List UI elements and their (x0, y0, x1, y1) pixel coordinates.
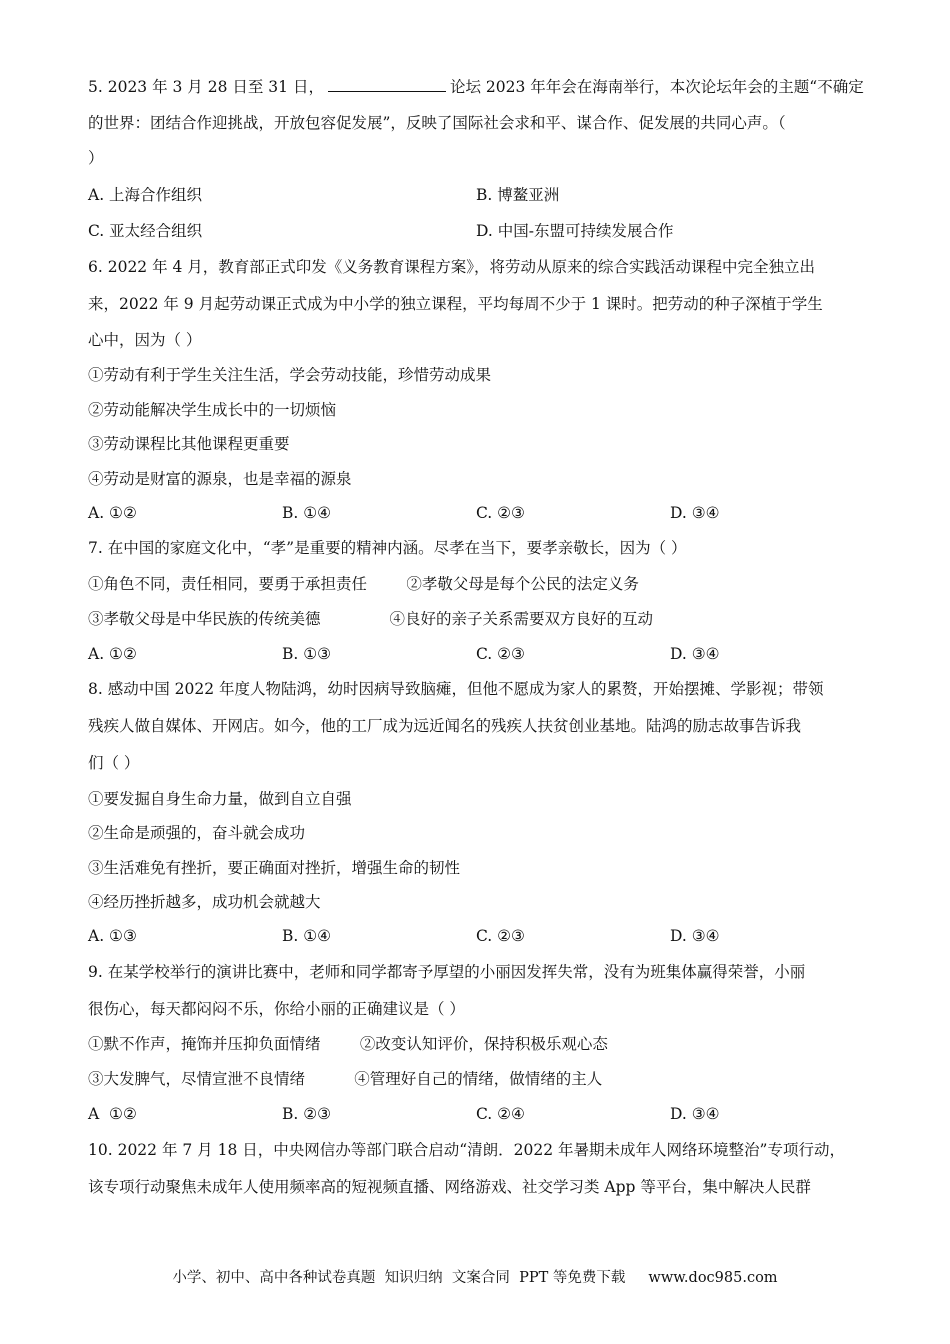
question-7-option-a: A. ①② (88, 645, 137, 663)
question-6-statement-4: ④劳动是财富的源泉，也是幸福的源泉 (88, 470, 352, 488)
question-8-line-1: 8. 感动中国 2022 年度人物陆鸿，幼时因病导致脑瘫，但他不愿成为家人的累赘，开始摆摊、学影视；带领 (88, 680, 824, 698)
question-7-statements-1-2: ①角色不同，责任相同，要勇于承担责任 ②孝敬父母是每个公民的法定义务 (88, 575, 639, 593)
question-6-statement-3: ③劳动课程比其他课程更重要 (88, 435, 290, 453)
question-8-statement-2: ②生命是顽强的，奋斗就会成功 (88, 824, 306, 842)
question-8-statement-4: ④经历挫折越多，成功机会就越大 (88, 893, 321, 911)
question-6-line-2: 来，2022 年 9 月起劳动课正式成为中小学的独立课程，平均每周不少于 1 课时。把劳动的种子深植于学生 (88, 295, 823, 313)
question-6-line-3: 心中，因为（ ） (88, 331, 202, 349)
question-7-option-d: D. ③④ (670, 645, 720, 663)
question-10-line-2: 该专项行动聚焦未成年人使用频率高的短视频直播、网络游戏、社交学习类 App 等平台，集中解决人民群 (88, 1178, 811, 1196)
question-5-option-c: C. 亚太经合组织 (88, 222, 203, 240)
question-6-option-b: B. ①④ (282, 504, 332, 522)
question-8-statement-1: ①要发掘自身生命力量，做到自立自强 (88, 790, 352, 808)
question-6-statement-1: ①劳动有利于学生关注生活，学会劳动技能，珍惜劳动成果 (88, 366, 492, 384)
question-5-text-pre: 5. 2023 年 3 月 28 日至 31 日， (88, 78, 324, 96)
question-8-option-a: A. ①③ (88, 927, 137, 945)
question-7-statements-3-4: ③孝敬父母是中华民族的传统美德 ④良好的亲子关系需要双方良好的互动 (88, 610, 653, 628)
question-7-option-c: C. ②③ (476, 645, 525, 663)
question-8-option-c: C. ②③ (476, 927, 525, 945)
question-9-option-c: C. ②④ (476, 1105, 525, 1123)
question-5-option-a: A. 上海合作组织 (88, 186, 203, 204)
question-9-option-b: B. ②③ (282, 1105, 332, 1123)
question-8-line-3: 们（ ） (88, 754, 140, 772)
question-8-line-2: 残疾人做自媒体、开网店。如今，他的工厂成为远近闻名的残疾人扶贫创业基地。陆鸿的励志故事告诉我 (88, 717, 802, 735)
question-7-line-1: 7. 在中国的家庭文化中，“孝”是重要的精神内涵。尽孝在当下，要孝亲敬长，因为（ ） (88, 539, 687, 557)
question-6-option-d: D. ③④ (670, 504, 720, 522)
question-5-option-d: D. 中国-东盟可持续发展合作 (476, 222, 674, 240)
question-9-line-1: 9. 在某学校举行的演讲比赛中，老师和同学都寄予厚望的小丽因发挥失常，没有为班集体赢得荣誉，小丽 (88, 963, 806, 981)
question-9-option-d: D. ③④ (670, 1105, 720, 1123)
question-5-line-1 (88, 77, 864, 97)
question-9-option-a: A ①② (88, 1105, 137, 1123)
question-6-line-1: 6. 2022 年 4 月，教育部正式印发《义务教育课程方案》，将劳动从原来的综合实践活动课程中完全独立出 (88, 258, 816, 276)
question-9-statements-3-4: ③大发脾气，尽情宣泄不良情绪 ④管理好自己的情绪，做情绪的主人 (88, 1070, 603, 1088)
question-6-statement-2: ②劳动能解决学生成长中的一切烦恼 (88, 401, 337, 419)
question-7-option-b: B. ①③ (282, 645, 332, 663)
page-footer: 小学、初中、高中各种试卷真题 知识归纳 文案合同 PPT 等免费下载 www.doc985.com (172, 1270, 778, 1286)
question-8-statement-3: ③生活难免有挫折，要正确面对挫折，增强生命的韧性 (88, 859, 461, 877)
question-5-line-3: ） (88, 149, 104, 167)
question-8-option-d: D. ③④ (670, 927, 720, 945)
question-10-line-1: 10. 2022 年 7 月 18 日，中央网信办等部门联合启动“清朗．2022 年暑期未成年人网络环境整治”专项行动， (88, 1141, 845, 1159)
question-5-option-b: B. 博鳌亚洲 (476, 186, 560, 204)
question-9-line-2: 很伤心，每天都闷闷不乐，你给小丽的正确建议是（ ） (88, 1000, 465, 1018)
question-6-option-c: C. ②③ (476, 504, 525, 522)
answer-blank (328, 77, 446, 92)
question-8-option-b: B. ①④ (282, 927, 332, 945)
question-5-line-2: 的世界：团结合作迎挑战，开放包容促发展”，反映了国际社会求和平、谋合作、促发展的共同心声。（ (88, 114, 786, 132)
question-9-statements-1-2: ①默不作声，掩饰并压抑负面情绪 ②改变认知评价，保持积极乐观心态 (88, 1035, 608, 1053)
question-6-option-a: A. ①② (88, 504, 137, 522)
question-5-text-post: 论坛 2023 年年会在海南举行，本次论坛年会的主题“不确定 (449, 78, 864, 96)
